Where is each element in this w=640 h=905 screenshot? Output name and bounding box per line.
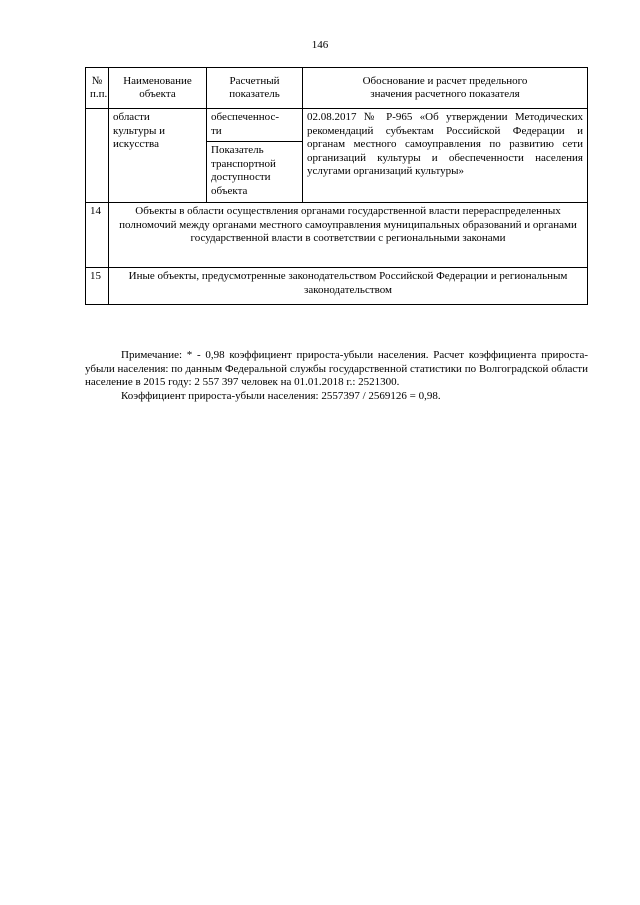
row-15-text: Иные объекты, предусмотренные законодательством Российской Федерации и региональным законодательством [109,268,588,305]
object-name-cell: области культуры и искусства [109,109,207,203]
header-indicator: Расчетный показатель [207,68,303,109]
table-header-row [86,68,588,109]
note-formula: Коэффициент прироста-убыли населения: 2557397 / 2569126 = 0,98. [121,389,441,402]
header-num: № п.п. [86,68,109,109]
row-num: 15 [86,268,109,305]
header-name: Наименование объекта [109,68,207,109]
page-number: 146 [311,39,329,51]
indicator-accessibility-cell: Показатель транспортной доступности объекта [207,142,303,203]
table-row [86,109,588,142]
header-basis: Обоснование и расчет предельного значения расчетного показателя [303,68,588,109]
note-paragraph: Примечание: * - 0,98 коэффициент прироста-убыли населения. Расчет коэффициента прироста-убыли населения: по данным Федеральной службы государственной статистики по Волгоградской области население в 2015 году: 2 557 397 человек на 01.01.2018 г.: 2521300. [85,349,588,388]
note-block [85,349,588,403]
row-14-text: Объекты в области осуществления органами государственной власти перераспределенных полномочий между органами местного самоуправления муниципальных образований и органами государственной власти в соответствии с региональными законами [109,203,588,268]
basis-cell: 02.08.2017 № Р-965 «Об утверждении Методических рекомендаций субъектам Российской Федерации и органам местного самоуправления по развитию сети организаций культуры и обеспеченности населения услугами организаций культуры» [303,109,588,203]
table-row [86,268,588,305]
row-num [86,109,109,203]
objects-table [85,67,588,305]
row-num: 14 [86,203,109,268]
table-row [86,203,588,268]
indicator-provision-cell: обеспеченнос- ти [207,109,303,142]
